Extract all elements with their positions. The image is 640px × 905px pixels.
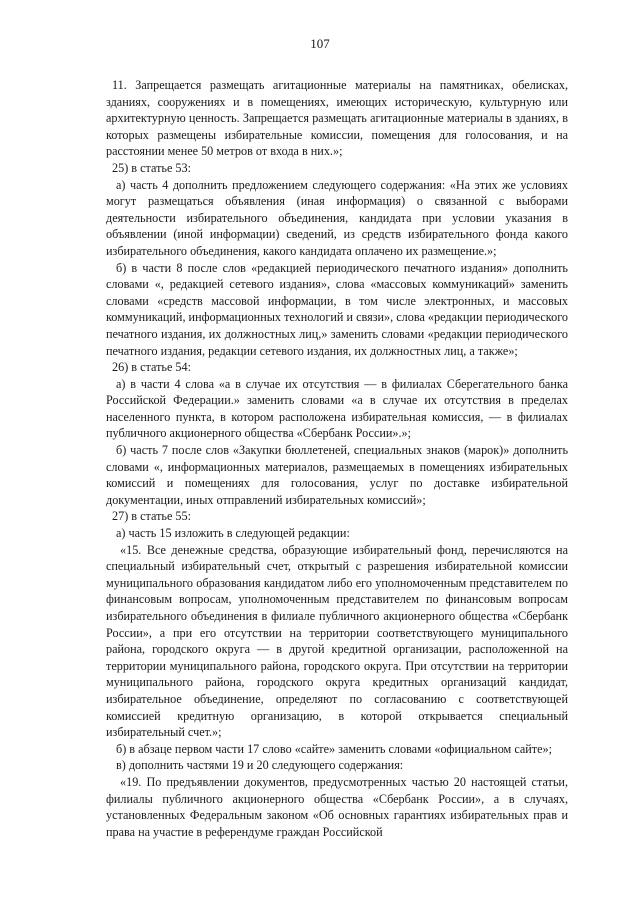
- paragraph-54-a: а) в части 4 слова «а в случае их отсутствия — в филиалах Сберегательного банка Российской Федерации.» заменить словами «а в случае их отсутствия в пределах населенного пункта, в котором расположена избирательная комиссия, — в филиалах публичного акционерного общества «Сбербанк России».»;: [106, 376, 568, 441]
- page-number: 107: [310, 36, 330, 51]
- document-body: [106, 77, 568, 840]
- paragraph-55-part-19: «19. По предъявлении документов, предусмотренных частью 20 настоящей статьи, филиалы публичного акционерного общества «Сбербанк России», а в случаях, установленных Федеральным законом «Об основных гарантиях избирательных прав и права на участие в референдуме граждан Российской: [106, 774, 568, 839]
- paragraph-54-b: б) часть 7 после слов «Закупки бюллетеней, специальных знаков (марок)» дополнить словами «, информационных материалов, размещаемых в помещениях избирательных комиссий и помещениях для голосования, услуг по доставке избирательной документации, иных отправлений избирательных комиссий»;: [106, 443, 568, 507]
- paragraph-item-11: 11. Запрещается размещать агитационные материалы на памятниках, обелисках, зданиях, сооружениях и в помещениях, имеющих историческую, культурную или архитектурную ценность. Запрещается размещать агитационные материалы в зданиях, в которых размещены избирательные комиссии, помещения для голосования, и на расстоянии менее 50 метров от входа в них.»;: [106, 78, 568, 159]
- paragraph-55-b: б) в абзаце первом части 17 слово «сайте» заменить словами «официальном сайте»;: [116, 741, 553, 756]
- paragraph-article-53: 25) в статье 53:: [112, 160, 191, 175]
- paragraph-55-v: в) дополнить частями 19 и 20 следующего содержания:: [116, 758, 404, 773]
- paragraph-53-b: б) в части 8 после слов «редакцией периодического печатного издания» дополнить словами «, редакцией сетевого издания», слова «массовых коммуникаций» заменить словами «средств массовой информации, в том числе электронных, и массовых коммуникаций, информационных технологий и связи», слова «редакции периодического печатного издания, их должностных лиц,» заменить словами «редакции периодического печатного издания, редакции сетевого издания, их должностных лиц, а также»;: [106, 260, 568, 358]
- paragraph-article-54: 26) в статье 54:: [112, 360, 191, 375]
- paragraph-53-a: а) часть 4 дополнить предложением следующего содержания: «На этих же условиях могут размещаться объявления (иная информация) о связанной с выборами деятельности избирательного объединения, кандидата при условии указания в объявлении (иной информации) сведений, из средств избирательного фонда какого избирательного объединения, какого кандидата оплачено их размещение.»;: [106, 177, 568, 258]
- paragraph-55-part-15: «15. Все денежные средства, образующие избирательный фонд, перечисляются на специальный избирательный счет, открытый с разрешения избирательной комиссии муниципального образования кандидатом либо его уполномоченным представителем по финансовым вопросам, уполномоченным представителем по финансовым вопросам избирательного объединения в филиале публичного акционерного общества «Сбербанк России», а при его отсутствии на территории соответствующего муниципального района, городского округа — в другой кредитной организации, расположенной на территории муниципального района, городского округа. При отсутствии на территории муниципального района, городского округа кредитных организаций кандидат, избирательное объединение, определяют по согласованию с соответствующей комиссией кредитную организацию, в которой открывается специальный избирательный счет.»;: [106, 542, 568, 740]
- paragraph-55-a: а) часть 15 изложить в следующей редакции:: [116, 526, 350, 541]
- paragraph-article-55: 27) в статье 55:: [112, 509, 191, 524]
